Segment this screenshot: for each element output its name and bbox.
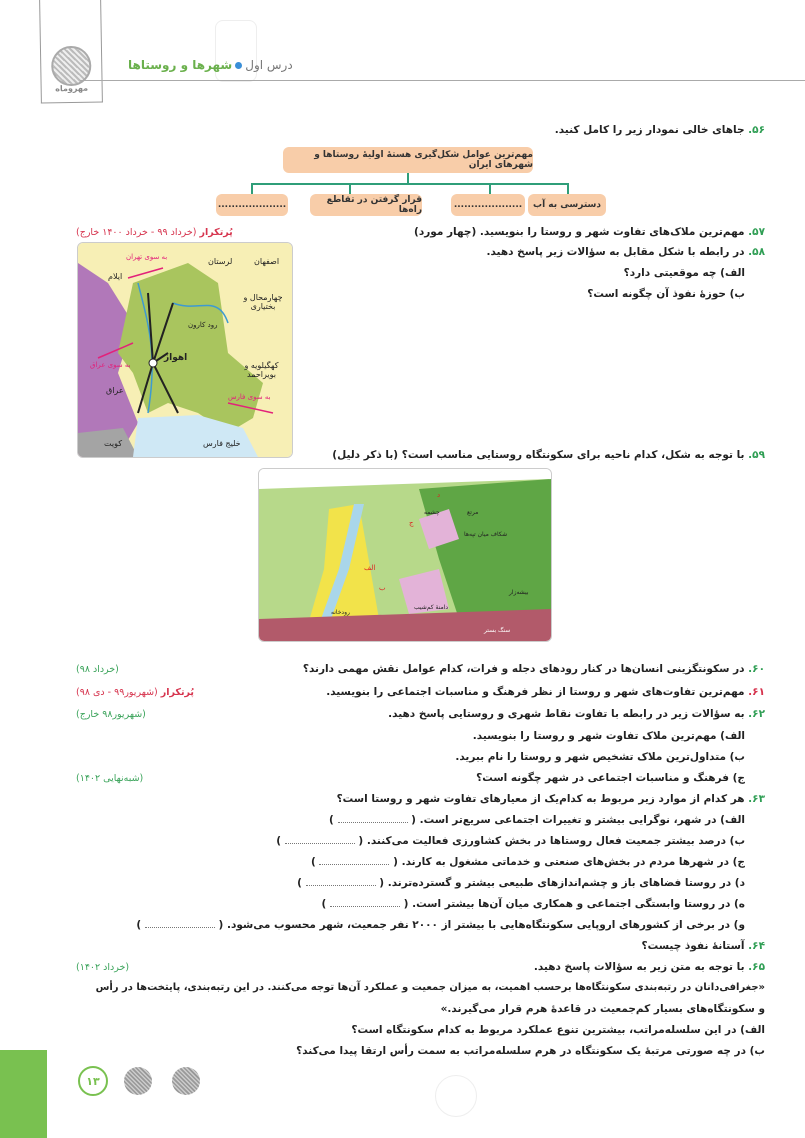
fig-label-valley: شکاف میان تپه‌ها <box>464 531 508 538</box>
question-text: به سؤالات زیر در رابطه با تفاوت نقاط شهری و روستایی پاسخ دهید. <box>388 708 745 720</box>
question-number: ۶۴. <box>748 940 765 952</box>
map-label-to-iraq: به سوی عراق <box>90 361 131 369</box>
frequency-tag <box>76 687 194 698</box>
landscape-svg <box>259 469 551 641</box>
map-label-iraq: عراق <box>106 386 124 395</box>
part-text: ج) در شهرها مردم در بخش‌های صنعتی و خدماتی مشغول به کارند. <box>401 856 745 868</box>
tag-date: (خرداد ۹۹ - خرداد ۱۴۰۰ خارج) <box>76 227 197 238</box>
question-number: ۵۹. <box>748 449 765 461</box>
part-text: و) در برخی از کشورهای اروپایی سکونتگاه‌هایی با بیشتر از ۲۰۰۰ نفر جمعیت، شهر محسوب می‌شود. <box>226 919 745 931</box>
question-part: الف) مهم‌ترین ملاک تفاوت شهر و روستا را بنویسید. <box>472 730 745 742</box>
question-text: با توجه به متن زیر به سؤالات پاسخ دهید. <box>533 961 745 973</box>
map-label-to-tehran: به سوی تهران <box>126 253 168 261</box>
question-number: ۶۰. <box>748 663 765 675</box>
map-label-isfahan: اصفهان <box>254 257 280 266</box>
breadcrumb <box>128 58 293 72</box>
khuzestan-map <box>77 242 293 458</box>
question-57 <box>414 226 765 238</box>
question-61 <box>326 686 765 698</box>
answer-blank[interactable] <box>319 856 389 865</box>
breadcrumb-topic: شهرها و روستاها <box>128 58 233 72</box>
tag-date: (شهریور۹۹ - دی ۹۸) <box>76 687 158 698</box>
publisher-logo <box>39 0 103 104</box>
page-number: ۱۳ <box>78 1066 108 1096</box>
question-number: ۶۱. <box>748 686 765 698</box>
exam-tag: (خرداد ۹۸) <box>76 664 119 675</box>
map-label-ilam: ایلام <box>108 272 123 281</box>
diagram-connector <box>251 183 569 185</box>
question-64 <box>642 940 765 952</box>
quote-line: و سکونتگاه‌های بسیار کم‌جمعیت در قاعدهٔ هرم قرار می‌گیرند.» <box>440 1003 765 1015</box>
exam-tag: (خرداد ۱۴۰۲) <box>76 962 130 973</box>
question-part: ه) در روستا وابستگی اجتماعی و همکاری میان آن‌ها بیشتر است. ( ) <box>321 898 745 910</box>
question-text: در رابطه با شکل مقابل به سؤالات زیر پاسخ دهید. <box>486 246 745 258</box>
bullet-icon <box>235 62 242 69</box>
question-number: ۵۶. <box>748 124 765 136</box>
question-58 <box>487 246 766 258</box>
diagram-child-blank[interactable]: .................... <box>216 194 288 216</box>
hatched-circle-icon <box>172 1067 200 1095</box>
part-text: ب) درصد بیشتر جمعیت فعال روستاها در بخش کشاورزی فعالیت می‌کنند. <box>366 835 745 847</box>
diagram-child-blank[interactable]: .................... <box>451 194 525 216</box>
question-text: آستانهٔ نفوذ چیست؟ <box>641 940 745 952</box>
map-label-kohgiluyeh: کهگیلویه و بویراحمد <box>244 361 279 379</box>
header-divider <box>80 80 805 81</box>
exam-tag: (شهریور۹۸ خارج) <box>76 709 146 720</box>
diagram-child-box: قرار گرفتن در تقاطع راه‌ها <box>310 194 422 216</box>
question-number: ۵۸. <box>748 246 765 258</box>
question-part: الف) در شهر، نوگرایی بیشتر و تغییرات اجتماعی سریع‌تر است. ( ) <box>329 814 745 826</box>
answer-blank[interactable] <box>145 919 215 928</box>
question-text: مهم‌ترین ملاک‌های تفاوت شهر و روستا را بنویسید. (چهار مورد) <box>414 226 745 238</box>
exam-tag: (شبه‌نهایی ۱۴۰۲) <box>76 773 144 784</box>
question-text: با توجه به شکل، کدام ناحیه برای سکونتگاه روستایی مناسب است؟ (با ذکر دلیل) <box>332 449 745 461</box>
fig-label-river: رودخانه <box>331 609 350 616</box>
question-part: ب) در چه صورتی مرتبهٔ یک سکونتگاه در هرم سلسله‌مراتب به سمت رأس ارتقا پیدا می‌کند؟ <box>296 1045 765 1057</box>
question-text: مهم‌ترین تفاوت‌های شهر و روستا از نظر فرهنگ و مناسبات اجتماعی را بنویسید. <box>326 686 745 698</box>
map-label-gulf: خلیج فارس <box>203 439 241 448</box>
page-edge-bar <box>0 1050 47 1138</box>
part-text: د) در روستا فضاهای باز و چشم‌اندازهای طبیعی بیشتر و گسترده‌ترند. <box>387 877 745 889</box>
question-text: در سکونتگزینی انسان‌ها در کنار رودهای دجله و فرات، کدام عوامل نقش مهمی دارند؟ <box>302 663 745 675</box>
question-part: و) در برخی از کشورهای اروپایی سکونتگاه‌هایی با بیشتر از ۲۰۰۰ نفر جمعیت، شهر محسوب می‌شود. ( ) <box>136 919 745 931</box>
part-text: الف) در شهر، نوگرایی بیشتر و تغییرات اجتماعی سریع‌تر است. <box>419 814 745 826</box>
decorative-doodle <box>435 1075 477 1117</box>
map-label-lorestan: لرستان <box>208 257 233 266</box>
map-label-chaharmahal: چهارمحال و بختیاری <box>243 293 283 311</box>
question-part: الف) در این سلسله‌مراتب، بیشترین تنوع عملکرد مربوط به کدام سکونتگاه است؟ <box>351 1024 765 1036</box>
logo-text: مهروماه <box>55 83 89 94</box>
breadcrumb-lesson: درس اول <box>245 58 293 72</box>
question-59 <box>332 449 765 461</box>
diagram-connector <box>407 173 409 183</box>
fig-label-slope: دامنهٔ کم‌شیب <box>414 604 449 611</box>
question-number: ۶۲. <box>748 708 765 720</box>
fig-label-spring: چشمه <box>424 509 440 516</box>
tag-label: پُرتکرار <box>199 227 233 238</box>
hatched-circle-icon <box>124 1067 152 1095</box>
answer-blank[interactable] <box>285 835 355 844</box>
question-56 <box>555 124 765 136</box>
frequency-tag <box>76 227 233 238</box>
question-part: ب) درصد بیشتر جمعیت فعال روستاها در بخش کشاورزی فعالیت می‌کنند. ( ) <box>276 835 745 847</box>
part-text: ه) در روستا وابستگی اجتماعی و همکاری میان آن‌ها بیشتر است. <box>412 898 745 910</box>
fig-label-bedrock: سنگ بستر <box>484 627 511 634</box>
question-text: جاهای خالی نمودار زیر را کامل کنید. <box>554 124 745 136</box>
question-number: ۶۳. <box>748 793 765 805</box>
question-number: ۶۵. <box>748 961 765 973</box>
question-62 <box>388 708 765 720</box>
fig-label-forest: بیشه‌زار <box>509 589 529 596</box>
question-part: ب) حوزهٔ نفوذ آن چگونه است؟ <box>587 288 745 300</box>
fig-label-jim: ج <box>409 519 414 527</box>
tag-label: پُرتکرار <box>160 687 194 698</box>
question-part: د) در روستا فضاهای باز و چشم‌اندازهای طبیعی بیشتر و گسترده‌ترند. ( ) <box>297 877 745 889</box>
quote-line: «جغرافی‌دانان در رتبه‌بندی سکونتگاه‌ها برحسب اهمیت، به میزان جمعیت و عملکرد آن‌ها توجه می‌کنند. در این رتبه‌بندی، پایتخت‌ها در رأس <box>95 982 765 993</box>
map-label-ahvaz: اهواز <box>164 353 188 363</box>
question-text: هر کدام از موارد زیر مربوط به کدام‌یک از معیارهای تفاوت شهر و روستا است؟ <box>336 793 745 805</box>
landscape-figure <box>258 468 552 642</box>
question-part: ب) متداول‌ترین ملاک تشخیص شهر و روستا را نام ببرید. <box>455 751 745 763</box>
question-65 <box>534 961 765 973</box>
question-part: الف) چه موقعیتی دارد؟ <box>623 267 745 279</box>
diagram-child-box: دسترسی به آب <box>528 194 606 216</box>
fig-label-be: ب <box>379 584 386 592</box>
fig-label-dal: د <box>437 491 441 499</box>
answer-blank[interactable] <box>330 898 400 907</box>
decorative-doodle <box>215 20 257 82</box>
fig-label-alef: الف <box>364 564 376 572</box>
answer-blank[interactable] <box>338 814 408 823</box>
map-label-kuwait: کویت <box>104 439 123 448</box>
fig-label-pasture: مرتع <box>467 509 479 516</box>
map-label-to-fars: به سوی فارس <box>228 393 271 401</box>
map-label-karun: رود کارون <box>188 321 218 329</box>
question-60 <box>303 663 765 675</box>
question-number: ۵۷. <box>748 226 765 238</box>
question-part: ج) فرهنگ و مناسبات اجتماعی در شهر چگونه است؟ <box>476 772 745 784</box>
question-part: ج) در شهرها مردم در بخش‌های صنعتی و خدماتی مشغول به کارند. ( ) <box>310 856 745 868</box>
question-63 <box>337 793 765 805</box>
answer-blank[interactable] <box>306 877 376 886</box>
diagram-root-box: مهم‌ترین عوامل شکل‌گیری هستهٔ اولیهٔ روستاها و شهرهای ایران <box>283 147 533 173</box>
